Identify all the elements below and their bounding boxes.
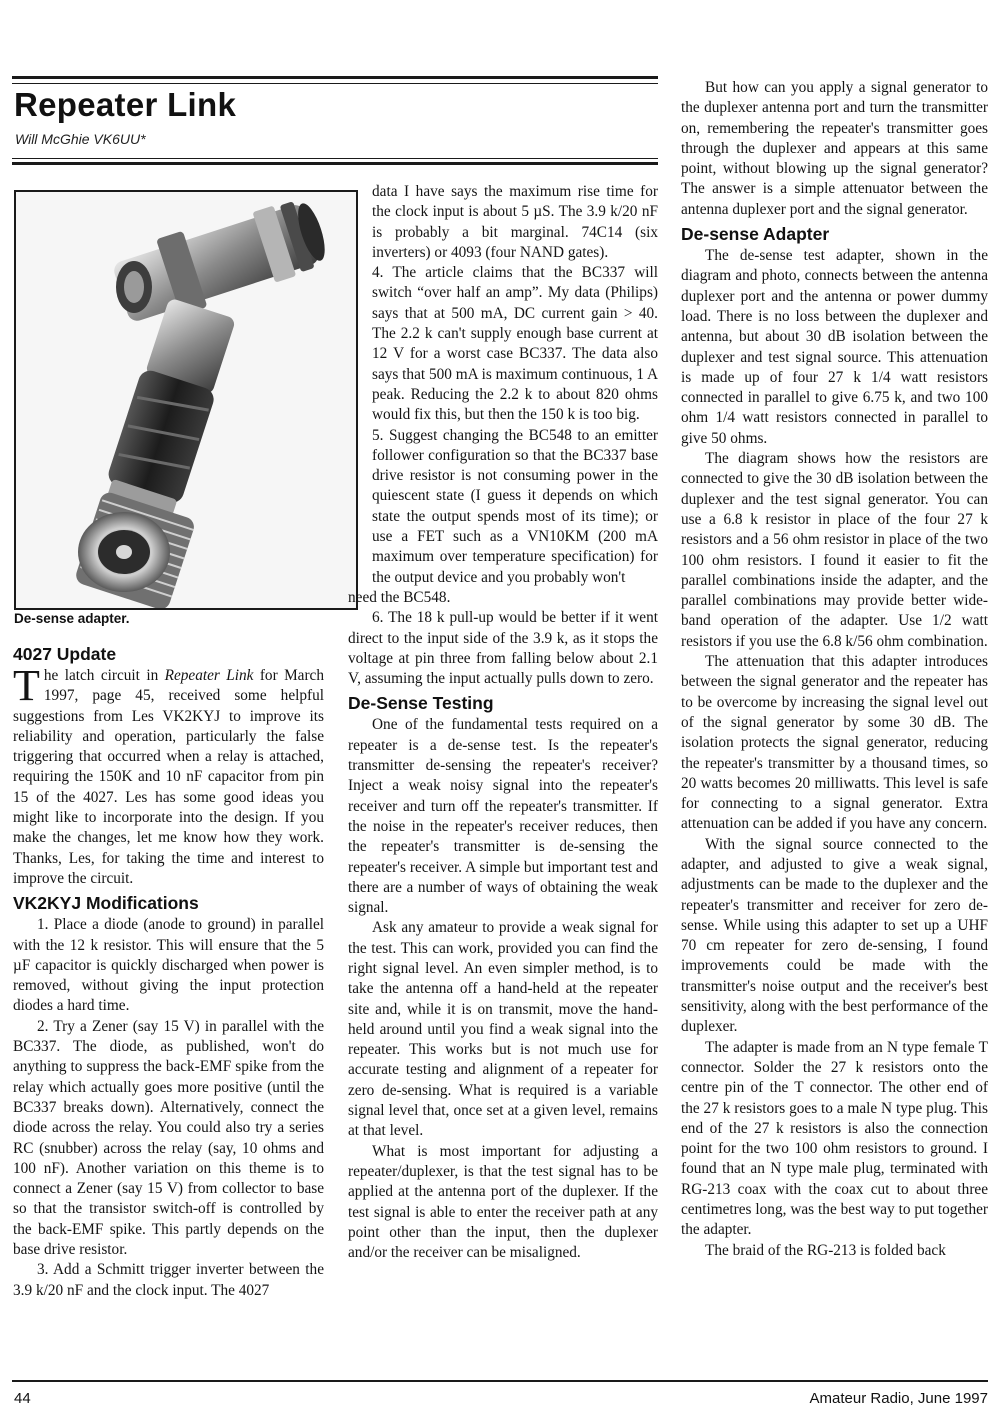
paragraph-mod-2: 2. Try a Zener (say 15 V) in parallel with the BC337. The diode, as published, won't do anything to suppress the back-EMF spike from the relay which actually goes more positive (until the BC337 breaks down). Alternatively, connect the diode across the relay. You could also try a series RC (snubber) across the relay (say, 10 ohms and 100 nF). Another variation on this theme is to connect a Zener (say 15 V) from collector to base so that the transistor switch-off is controlled by the back-EMF spike. This partly depends on the base drive resistor.: [13, 1017, 324, 1259]
paragraph-signal-generator: But how can you apply a signal generator to the duplexer antenna port and turn the transmitter on, remembering the repeater's transmitter goes through the duplexer and appears at this same point, without blowing up the signal generator? The answer is a simple attenuator between the antenna duplexer port and the signal generator.: [681, 79, 988, 218]
drop-cap: T: [13, 661, 40, 710]
footer-rule: [12, 1380, 988, 1382]
header-rule-thick: [12, 76, 658, 79]
heading-4027-update: 4027 Update: [13, 644, 117, 664]
paragraph-bc548: need the BC548.: [348, 588, 451, 606]
paragraph-antenna-port: What is most important for adjusting a repeater/duplexer, is that the test signal has to be applied at the antenna port of the duplexer. If the test signal is able to enter the receiver path at any point other than the input, then the duplexer and/or the receiver can be misaligned.: [348, 1142, 658, 1262]
heading-de-sense-testing: De-Sense Testing: [348, 693, 494, 714]
paragraph-mod-3: 3. Add a Schmitt trigger inverter between the 3.9 k/20 nF and the clock input. The 4027: [13, 1261, 324, 1299]
heading-de-sense-adapter: De-sense Adapter: [681, 224, 830, 245]
paragraph-adapter-description: The de-sense test adapter, shown in the diagram and photo, connects between the antenna duplexer port and the antenna or power dummy load. There is no loss between the duplexer and antenna, but about 30 dB isolation between the duplexer and test signal source. This attenuation is made up of four 27 k 1/4 watt resistors connected in parallel to give 6.75 k, and two 100 ohm 1/4 watt resistors connected in parallel to give 50 ohms.: [681, 247, 988, 447]
paragraph-mod-1: 1. Place a diode (anode to ground) in parallel with the 12 k resistor. This will ensure that the 5 µF capacitor is quickly discharged when power is removed, without giving the input protection diodes a hard time.: [13, 916, 324, 1015]
article-title: Repeater Link: [14, 86, 237, 123]
header-rule-thin: [12, 83, 658, 84]
paragraph-construction: The adapter is made from an N type female T connector. Solder the 27 k resistors onto the centre pin of the T connector. The other end of the 27 k resistors goes to a male N type plug. This end of the 27 k resistors is also the connection point for the two 100 ohm resistors to ground. I found that an N type male plug, terminated with RG-213 coax with the coax cut to about three centimetres long, was the best way to put together the adapter.: [681, 1038, 988, 1239]
column-2: [348, 182, 658, 1263]
adapter-photo: [14, 190, 358, 610]
paragraph-diagram: The diagram shows how the resistors are connected to give the 30 dB isolation between the duplexer and the test signal generator. You can use a 6.8 k resistor in place of the four 27 k resistors and a 56 ohm resistor in place of the two 100 ohm resistors. I found it easier to fit the parallel combinations inside the adapter, and the parallel combinations may provide better wide-band operation of the adapter. Use 1/2 watt resistors if you use the 6.8 k/56 ohm combination.: [681, 450, 988, 650]
column-1: [13, 640, 324, 1301]
paragraph-braid: The braid of the RG-213 is folded back: [705, 1241, 946, 1259]
paragraph-signal-source: With the signal source connected to the adapter, and adjusted to give a weak signal, adjustments can be made to the duplexer and the repeater's transmitter and receiver for zero de-sense. While using this adapter to set up a UHF 70 cm repeater for zero de-sensing, I found improvements could be made with the transmitter's noise output and the receiver's best sensitivity, along with the best performance of the duplexer.: [681, 835, 988, 1036]
page-number: 44: [14, 1390, 31, 1407]
adapter-photo-drawing: [16, 192, 356, 608]
paragraph-mod-5: 5. Suggest changing the BC548 to an emitter follower configuration so that the BC337 base drive resistor is not consuming power in the quiescent state (I guess it depends on which state the output spends most of its time); or use a FET such as a VN10KM (200 mA maximum over temperature specification) for the output device and you probably won't: [372, 426, 658, 586]
paragraph-weak-signal: Ask any amateur to provide a weak signal for the test. This can work, provided you can find the right signal level. An even simpler method, is to take the antenna off a hand-held at the repeater site and, while it is on transmit, move the hand-held around until you find a weak signal into the repeater. This works but is not much use for accurate testing and alignment of a repeater for zero de-sensing. What is required is a variable signal level that, once set at a given level, remains at that level.: [348, 919, 658, 1140]
paragraph-mod-4: 4. The article claims that the BC337 will switch “over half an amp”. My data (Philips) says that at 500 mA, DC current gain > 40. The 2.2 k can't supply enough base current at 12 V for a worst case BC337. The data also says that 500 mA is maximum continuous, 1 A peak. Reducing the 2.2 k to about 820 ohms would fix this, but then the 150 k is too big.: [372, 264, 658, 424]
photo-caption: De-sense adapter.: [14, 611, 130, 626]
publication-footer: Amateur Radio, June 1997: [809, 1390, 988, 1407]
paragraph-mod-6: 6. The 18 k pull-up would be better if it went direct to the input side of the 3.9 k, as it stops the voltage at pin three from falling below about 2.1 V, assuming the input actually pulls down to zero.: [348, 609, 658, 688]
author-byline: Will McGhie VK6UU*: [15, 131, 146, 147]
paragraph-latch-circuit: The latch circuit in Repeater Link for March 1997, page 45, received some helpful suggestions from Les VK2KYJ to improve its reliability and operation, particularly the false triggering that occurred when a relay is attached, requiring the 150K and 10 nF capacitor from pin 15 of the 4027. Les has some good ideas you might like to incorporate into the design. If you make the changes, let me know how they work. Thanks, Les, for taking the time and interest to improve the circuit.: [13, 661, 324, 887]
heading-vk2kyj-modifications: VK2KYJ Modifications: [13, 893, 199, 914]
byline-rule-thick: [12, 162, 658, 165]
column-3: [681, 78, 988, 1261]
paragraph-de-sense-test: One of the fundamental tests required on a repeater is a de-sense test. Is the repeater's transmitter de-sensing the repeater's receiver? Inject a weak noisy signal into the repeater's receiver and turn off the repeater's transmitter. If the noise in the repeater's receiver reduces, then the repeater's transmitter is de-sensing the repeater's receiver. A simple but important test and there are a number of ways of obtaining the weak signal.: [348, 716, 658, 917]
emphasis-column-name: Repeater Link: [164, 667, 254, 684]
byline-rule-thin: [12, 158, 658, 159]
paragraph-attenuation: The attenuation that this adapter introduces between the signal generator and the repeater has to be overcome by increasing the signal level out of the signal generator by some 30 dB. The isolation protects the signal generator, reducing the repeater's transmitter by a thousand times, so 20 watts becomes 20 milliwatts. This level is safe for connecting to a signal generator. Extra attenuation can be added if you have any concern.: [681, 653, 988, 833]
paragraph-rise-time: data I have says the maximum rise time for the clock input is about 5 µS. The 3.9 k/20 nF is probably a bit marginal. 74C14 (six inverters) or 4093 (four NAND gates).: [372, 183, 658, 261]
